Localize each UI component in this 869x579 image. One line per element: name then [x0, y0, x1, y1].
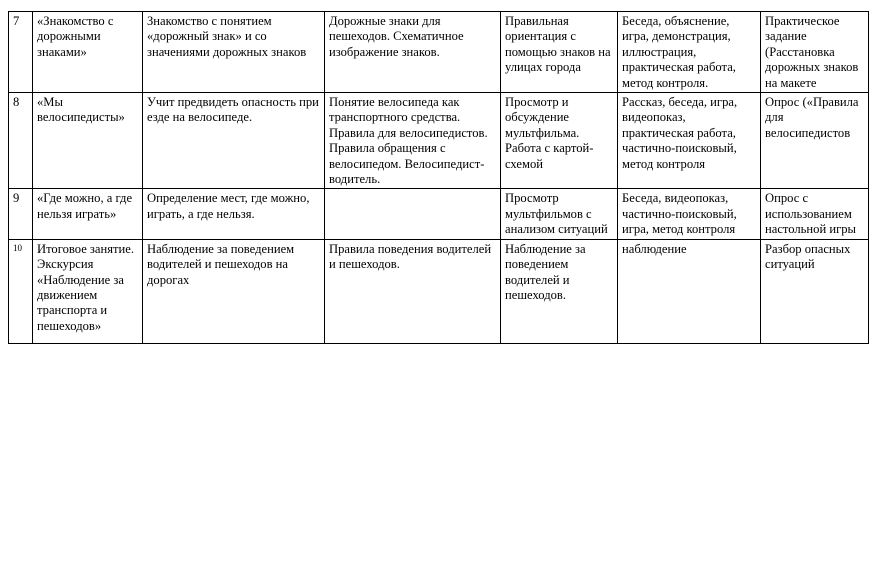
lesson-methods: Беседа, объяснение, игра, демонстрация, иллюстрация, практическая работа, метод контроля.	[618, 12, 761, 93]
lesson-content: Учит предвидеть опасность при езде на велосипеде.	[143, 93, 325, 189]
lesson-control: Опрос («Правила для велосипедистов	[761, 93, 869, 189]
lesson-activity: Правильная ориентация с помощью знаков на улицах города	[501, 12, 618, 93]
lesson-content: Определение мест, где можно, играть, а где нельзя.	[143, 189, 325, 239]
lesson-concepts: Понятие велосипеда как транспортного средства. Правила для велосипедистов. Правила обращения с велосипедом. Велосипедист-водитель.	[325, 93, 501, 189]
lesson-content: Наблюдение за поведением водителей и пешеходов на дорогах	[143, 239, 325, 343]
lesson-concepts	[325, 189, 501, 239]
lesson-methods: Беседа, видеопоказ, частично-поисковый, игра, метод контроля	[618, 189, 761, 239]
table-row	[9, 239, 869, 343]
lesson-plan-table	[8, 11, 869, 344]
row-number: 9	[9, 189, 33, 239]
lesson-control: Разбор опасных ситуаций	[761, 239, 869, 343]
table-row	[9, 93, 869, 189]
lesson-concepts: Дорожные знаки для пешеходов. Схематичное изображение знаков.	[325, 12, 501, 93]
table-row	[9, 12, 869, 93]
lesson-title: «Знакомство с дорожными знаками»	[33, 12, 143, 93]
lesson-activity: Просмотр и обсуждение мультфильма. Работа с картой-схемой	[501, 93, 618, 189]
lesson-activity: Просмотр мультфильмов с анализом ситуаций	[501, 189, 618, 239]
lesson-activity: Наблюдение за поведением водителей и пешеходов.	[501, 239, 618, 343]
lesson-title: «Где можно, а где нельзя играть»	[33, 189, 143, 239]
lesson-methods: наблюдение	[618, 239, 761, 343]
row-number: 7	[9, 12, 33, 93]
lesson-methods: Рассказ, беседа, игра, видеопоказ, практическая работа, частично-поисковый, метод контроля	[618, 93, 761, 189]
table-row	[9, 189, 869, 239]
row-number: 10	[9, 239, 33, 343]
lesson-title: «Мы велосипедисты»	[33, 93, 143, 189]
lesson-concepts: Правила поведения водителей и пешеходов.	[325, 239, 501, 343]
lesson-content: Знакомство с понятием «дорожный знак» и со значениями дорожных знаков	[143, 12, 325, 93]
lesson-control: Практическое задание (Расстановка дорожных знаков на макете	[761, 12, 869, 93]
lesson-control: Опрос с использованием настольной игры	[761, 189, 869, 239]
row-number: 8	[9, 93, 33, 189]
lesson-title: Итоговое занятие. Экскурсия «Наблюдение за движением транспорта и пешеходов»	[33, 239, 143, 343]
